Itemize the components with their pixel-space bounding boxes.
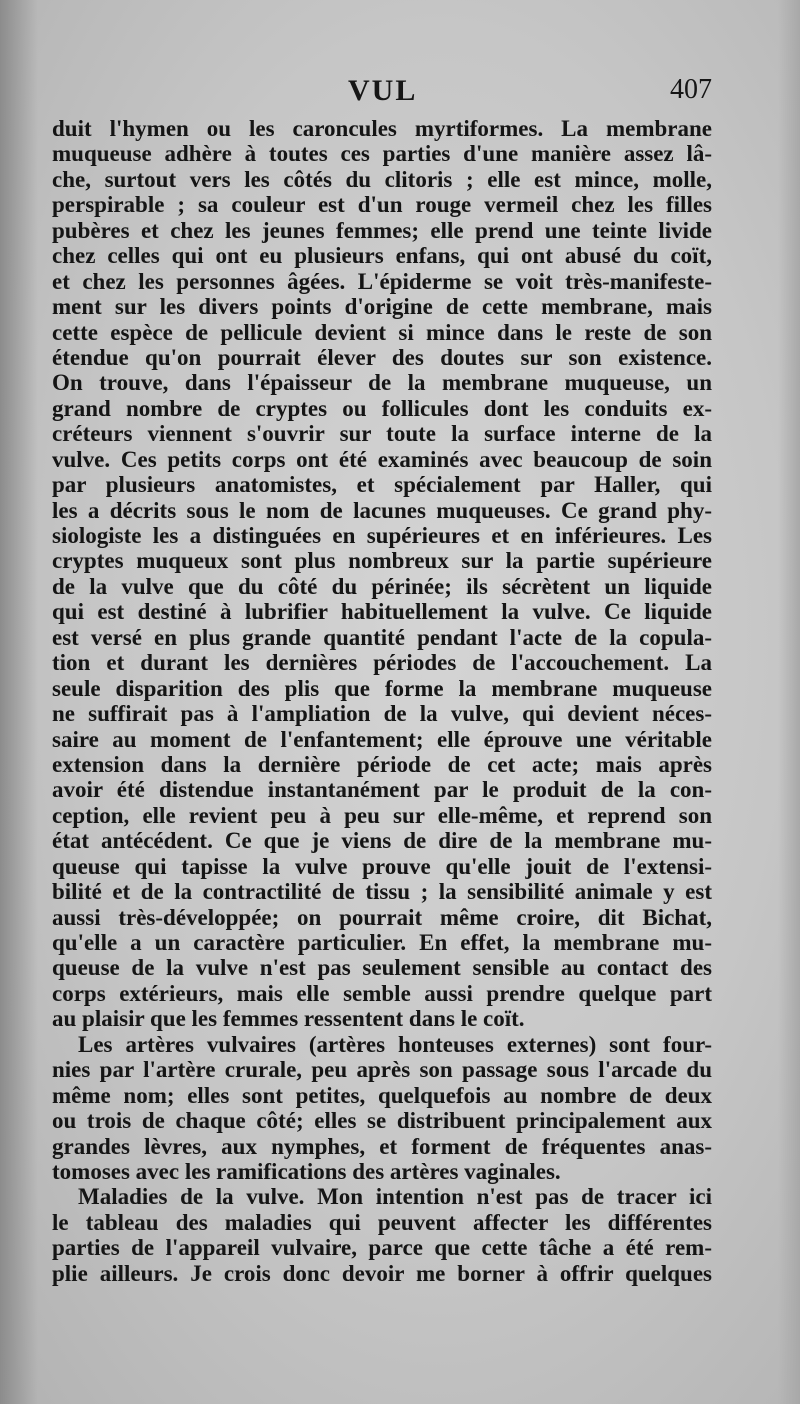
text-line: nies par l'artère crurale, peu après son passage sous l'arcade du <box>52 1057 712 1083</box>
text-line: grandes lèvres, aux nymphes, et forment de fréquentes anas- <box>52 1133 712 1159</box>
text-line: Les artères vulvaires (artères honteuses externes) sont four- <box>78 1031 712 1057</box>
text-line: grand nombre de cryptes ou follicules dont les conduits ex- <box>52 395 712 421</box>
text-line: queuse de la vulve n'est pas seulement sensible au contact des <box>52 955 712 981</box>
text-line: che, surtout vers les côtés du clitoris ; elle est mince, molle, <box>52 166 712 192</box>
text-line: Maladies de la vulve. Mon intention n'est pas de tracer ici <box>78 1184 712 1210</box>
text-line: tomoses avec les ramifications des artères vaginales. <box>52 1158 561 1184</box>
page-header <box>52 74 712 114</box>
text-line: queuse qui tapisse la vulve prouve qu'elle jouit de l'extensi- <box>52 853 712 879</box>
running-head: VUL <box>348 74 418 107</box>
text-line: bilité et de la contractilité de tissu ; la sensibilité animale y est <box>52 879 712 905</box>
text-line: saire au moment de l'enfantement; elle éprouve une véritable <box>52 726 712 752</box>
text-line: qu'elle a un caractère particulier. En effet, la membrane mu- <box>52 930 712 955</box>
text-line: chez celles qui ont eu plusieurs enfans, qui ont abusé du coït, <box>52 243 712 269</box>
text-line: ception, elle revient peu à peu sur elle-même, et reprend son <box>52 802 712 828</box>
text-line: corps extérieurs, mais elle semble aussi prendre quelque part <box>52 980 712 1006</box>
text-line: ment sur les divers points d'origine de cette membrane, mais <box>52 294 712 320</box>
text-line: siologiste les a distinguées en supérieures et en inférieures. Les <box>52 523 712 548</box>
text-line: au plaisir que les femmes ressentent dans le coït. <box>52 1006 525 1032</box>
text-line: étendue qu'on pourrait élever des doutes sur son existence. <box>52 344 712 370</box>
text-line: On trouve, dans l'épaisseur de la membrane muqueuse, un <box>52 370 712 396</box>
page-number: 407 <box>670 74 712 105</box>
text-line: pubères et chez les jeunes femmes; elle prend une teinte livide <box>52 217 712 243</box>
text-line: les a décrits sous le nom de lacunes muqueuses. Ce grand phy- <box>52 497 712 523</box>
text-line: aussi très-développée; on pourrait même croire, dit Bichat, <box>52 904 712 930</box>
text-line: par plusieurs anatomistes, et spécialement par Haller, qui <box>52 472 712 498</box>
text-line: et chez les personnes âgées. L'épiderme se voit très-manifeste- <box>52 268 712 294</box>
text-line: plie ailleurs. Je crois donc devoir me borner à offrir quelques <box>52 1260 712 1286</box>
body-text <box>52 116 712 1286</box>
text-line: duit l'hymen ou les caroncules myrtiformes. La membrane <box>52 116 712 141</box>
text-line: état antécédent. Ce que je viens de dire de la membrane mu- <box>52 828 712 854</box>
text-line: ne suffirait pas à l'ampliation de la vulve, qui devient néces- <box>52 701 712 727</box>
text-line: ou trois de chaque côté; elles se distribuent principalement aux <box>52 1108 712 1134</box>
text-line: le tableau des maladies qui peuvent affecter les différentes <box>52 1209 712 1235</box>
text-line: est versé en plus grande quantité pendant l'acte de la copula- <box>52 624 712 650</box>
text-line: avoir été distendue instantanément par le produit de la con- <box>52 777 712 803</box>
text-line: parties de l'appareil vulvaire, parce que cette tâche a été rem- <box>52 1235 712 1261</box>
text-line: même nom; elles sont petites, quelquefois au nombre de deux <box>52 1082 712 1108</box>
text-line: tion et durant les dernières périodes de l'accouchement. La <box>52 650 712 676</box>
text-line: seule disparition des plis que forme la membrane muqueuse <box>52 675 712 701</box>
text-line: qui est destiné à lubrifier habituellement la vulve. Ce liquide <box>52 599 712 625</box>
text-line: cette espèce de pellicule devient si mince dans le reste de son <box>52 319 712 345</box>
text-line: extension dans la dernière période de cet acte; mais après <box>52 751 712 777</box>
text-line: cryptes muqueux sont plus nombreux sur la partie supérieure <box>52 548 712 574</box>
text-line: muqueuse adhère à toutes ces parties d'une manière assez lâ- <box>52 141 712 167</box>
text-line: perspirable ; sa couleur est d'un rouge vermeil chez les filles <box>52 192 712 218</box>
text-line: vulve. Ces petits corps ont été examinés avec beaucoup de soin <box>52 446 712 472</box>
text-line: de la vulve que du côté du périnée; ils sécrètent un liquide <box>52 573 712 599</box>
text-line: créteurs viennent s'ouvrir sur toute la surface interne de la <box>52 421 712 447</box>
